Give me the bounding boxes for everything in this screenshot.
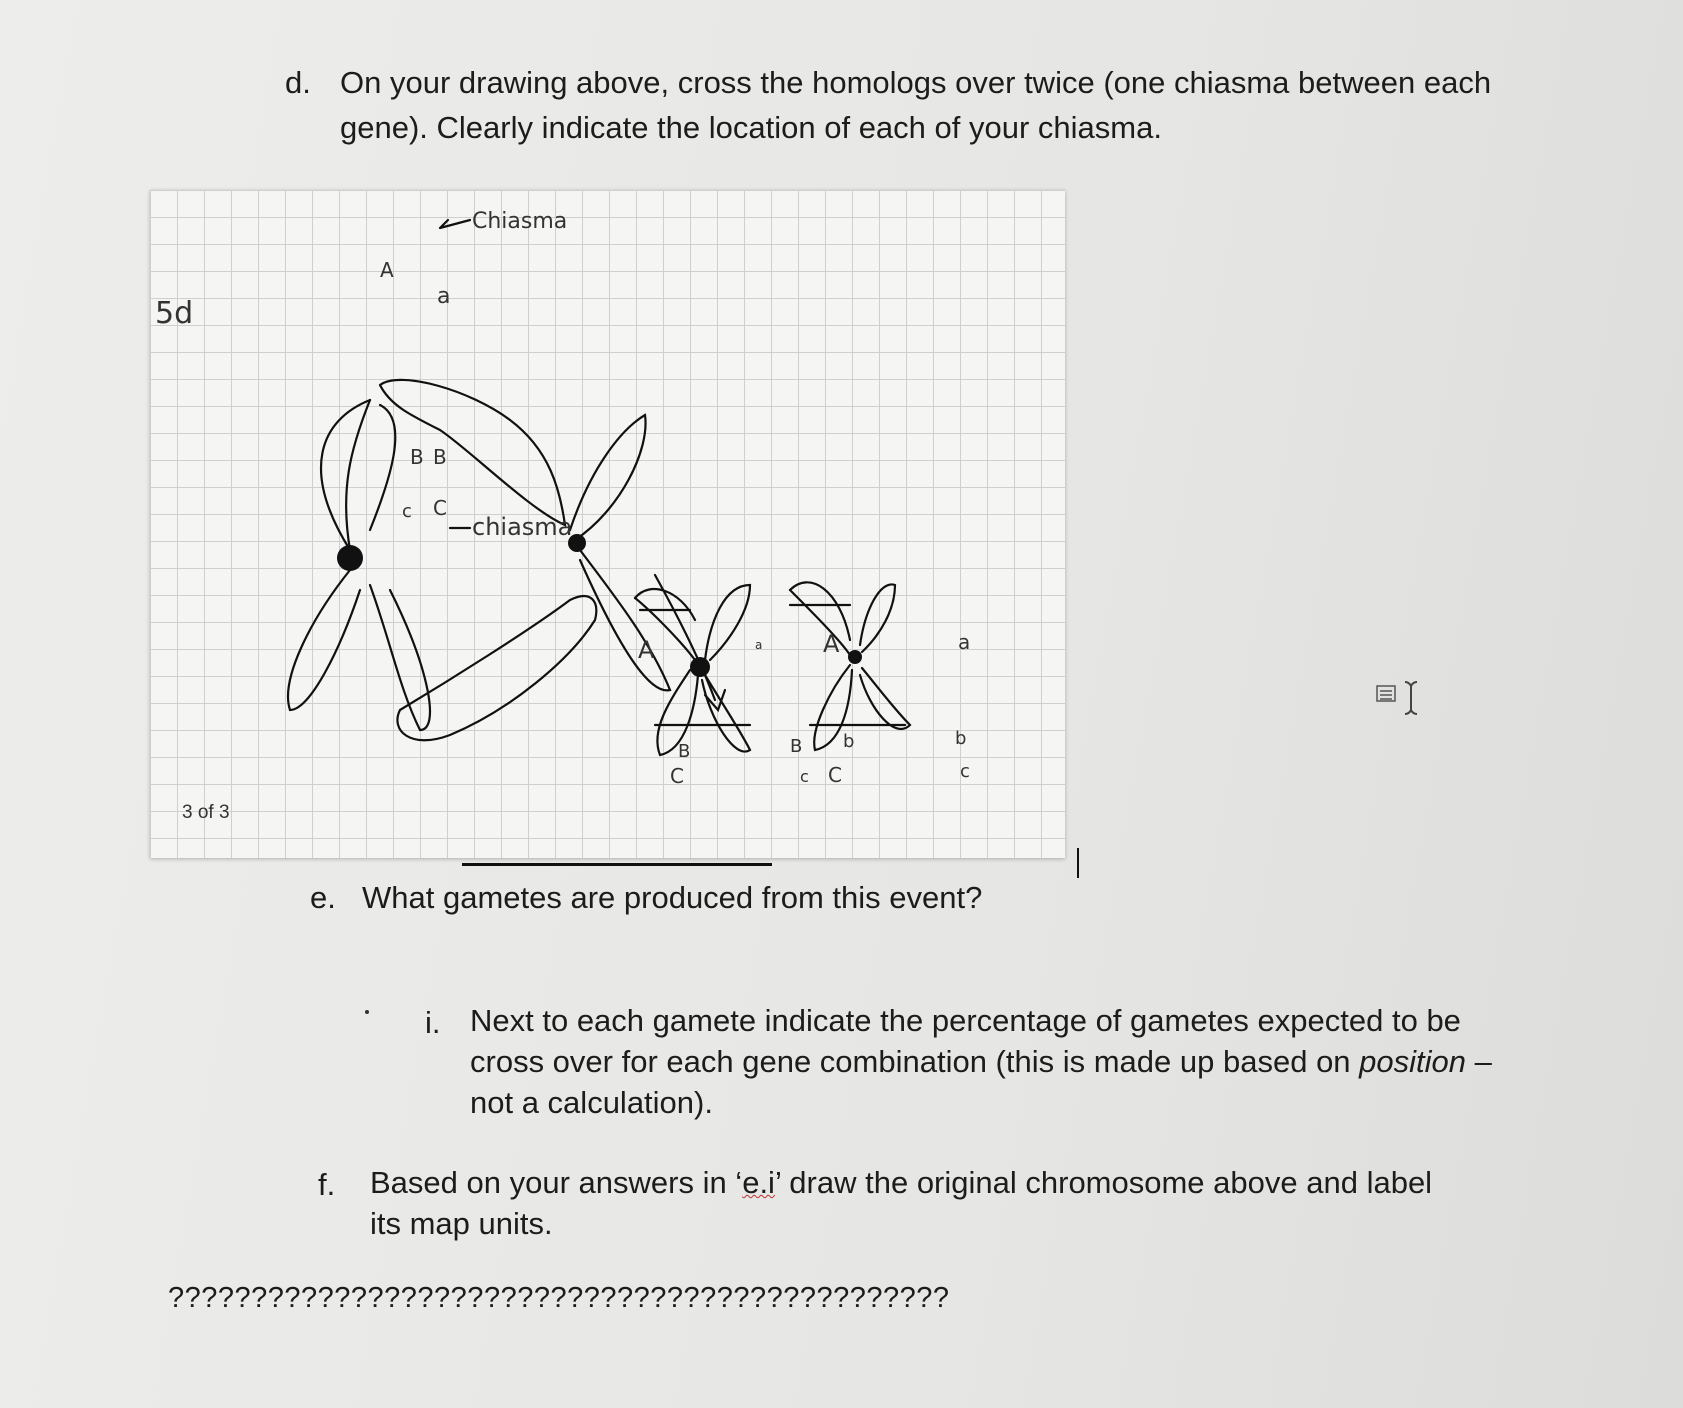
allele-B-3: B	[678, 741, 691, 762]
left-chromatid-upper-right	[370, 405, 395, 530]
allele-b-2: b	[955, 728, 967, 749]
small-right-arm-lr	[860, 668, 910, 729]
centromere-small-left	[690, 657, 710, 677]
question-e-i-text-a: Next to each gamete indicate the percentage of gametes expected to be cross over for each gene combination (this is made up based on	[470, 1003, 1461, 1079]
arrow-line	[655, 575, 715, 700]
graph-paper-drawing	[150, 190, 1065, 858]
underline-divider	[462, 863, 772, 866]
left-chromatid-lower-right	[370, 585, 430, 730]
i-beam-cursor-icon	[1405, 682, 1417, 714]
question-e-i-emphasis: position	[1359, 1044, 1467, 1079]
allele-c-3: c	[960, 761, 970, 782]
question-e-i-text	[470, 1000, 1510, 1123]
text-cursor-line	[1077, 848, 1079, 878]
question-e-label: e.	[310, 880, 336, 915]
stray-mark	[365, 1010, 369, 1014]
right-chromatid-upper	[570, 415, 646, 540]
allele-c-2: c	[800, 767, 809, 786]
crossover-arm-lower	[397, 596, 596, 740]
centromere-left	[337, 545, 363, 571]
question-d-text: On your drawing above, cross the homologs over twice (one chiasma between each gene). Clearly indicate the location of each of your chiasma.	[340, 65, 1492, 145]
allele-c-1: c	[402, 501, 412, 522]
allele-C-1: C	[433, 496, 447, 520]
small-right-arm-ul	[790, 582, 850, 640]
question-e-i-label: i.	[425, 1005, 441, 1040]
hand-drawn-chromosomes	[150, 190, 1065, 858]
question-f-text-a: Based on your answers in ‘	[370, 1165, 743, 1200]
allele-b-1: b	[843, 731, 855, 752]
allele-B-4: B	[790, 736, 803, 757]
allele-a-1: a	[437, 284, 451, 309]
question-f-reference: e.i	[742, 1165, 775, 1200]
label-chiasma-top: Chiasma	[472, 209, 568, 234]
question-d-label: d.	[285, 65, 311, 100]
page-count: 3 of 3	[182, 802, 230, 823]
allele-B-1: B	[410, 445, 424, 469]
right-chromatid-lower	[580, 550, 670, 690]
question-marks-line: ???????????????????????????????????????????????	[168, 1282, 950, 1314]
allele-C-2: C	[670, 764, 684, 788]
allele-A-3: A	[823, 630, 840, 658]
label-5d: 5d	[155, 296, 194, 331]
question-e-text: What gametes are produced from this event?	[362, 880, 983, 915]
allele-B-2: B	[433, 445, 447, 469]
question-f-text-b: ’ draw the original chromosome above and label its map units.	[370, 1165, 1433, 1241]
small-left-arm-ur	[705, 585, 750, 660]
centromere-small-right	[848, 650, 862, 664]
allele-a-3: a	[958, 630, 971, 654]
small-right-arm-ur	[860, 584, 895, 652]
left-chromatid-lower-left	[288, 570, 360, 710]
allele-C-3: C	[828, 763, 842, 787]
allele-A-1: A	[380, 258, 394, 282]
layout-options-icon[interactable]	[1375, 678, 1435, 718]
allele-A-2: A	[638, 636, 655, 664]
question-f-text	[370, 1162, 1470, 1244]
question-e-i-text-b: – not a calculation).	[470, 1044, 1492, 1120]
question-f-label: f.	[318, 1167, 336, 1202]
allele-a-2: a	[755, 638, 763, 652]
label-chiasma-bottom: chiasma	[472, 513, 573, 541]
